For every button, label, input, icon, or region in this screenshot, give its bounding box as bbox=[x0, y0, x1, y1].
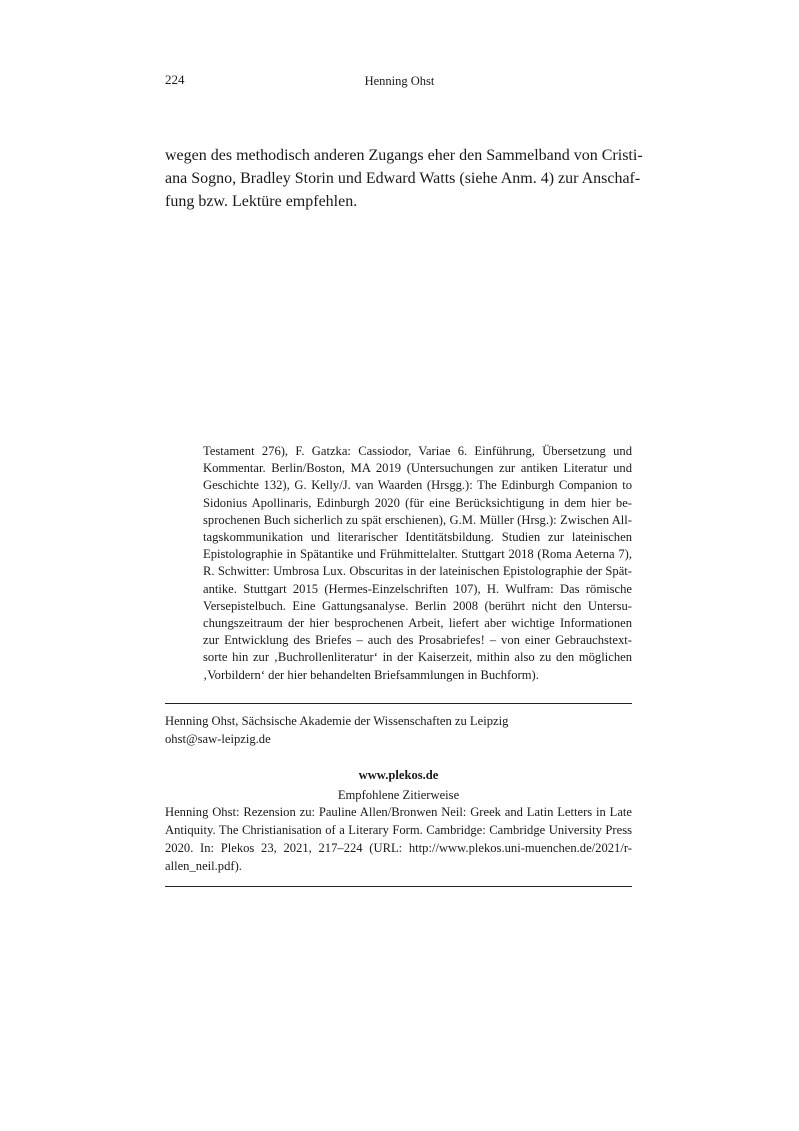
website-link[interactable]: www.plekos.de bbox=[358, 768, 439, 782]
text-line: sorte hin zur ‚Buchrollenliteratur‘ in der Kaiserzeit, mithin also zu den möglichen bbox=[203, 650, 632, 665]
author-email[interactable]: ohst@saw-leipzig.de bbox=[165, 732, 271, 746]
citation-heading: Empfohlene Zitierweise bbox=[337, 788, 460, 802]
text-line: antike. Stuttgart 2015 (Hermes-Einzelschriften 107), H. Wulfram: Das römische bbox=[203, 581, 632, 596]
text-line: ‚Vorbildern‘ der hier behandelten Briefsammlungen in Buchform). bbox=[203, 667, 539, 682]
text-line: Versepistelbuch. Eine Gattungsanalyse. Berlin 2008 (berührt nicht den Untersu- bbox=[203, 598, 632, 613]
text-line: wegen des methodisch anderen Zugangs eher den Sammelband von Cristi- bbox=[165, 147, 643, 164]
page-number: 224 bbox=[165, 72, 185, 87]
text-line: zur Entwicklung des Briefes – auch des Prosabriefes! – von einer Gebrauchstext- bbox=[203, 633, 632, 648]
text-line: chungszeitraum der hier besprochenen Arbeit, liefert aber wichtige Informationen bbox=[203, 616, 632, 630]
running-head: Henning Ohst bbox=[364, 74, 435, 88]
divider bbox=[165, 886, 632, 887]
text-line: Testament 276), F. Gatzka: Cassiodor, Variae 6. Einführung, Übersetzung und bbox=[203, 444, 632, 458]
text-line: tagskommunikation und literarischer Identitätsbildung. Studien zur lateinischen bbox=[203, 530, 632, 544]
text-line: Sidonius Apollinaris, Edinburgh 2020 (für eine Berücksichtigung in dem hier be- bbox=[203, 495, 632, 510]
text-line: Henning Ohst: Rezension zu: Pauline Allen/Bronwen Neil: Greek and Latin Letters in Late bbox=[165, 805, 632, 819]
text-line: Antiquity. The Christianisation of a Literary Form. Cambridge: Cambridge University Press bbox=[165, 823, 632, 837]
author-affiliation: Henning Ohst, Sächsische Akademie der Wissenschaften zu Leipzig bbox=[165, 714, 509, 728]
text-line: R. Schwitter: Umbrosa Lux. Obscuritas in der lateinischen Epistolographie der Spät- bbox=[203, 564, 632, 579]
text-line: ana Sogno, Bradley Storin und Edward Watts (siehe Anm. 4) zur Anschaf- bbox=[165, 170, 641, 187]
text-line: 2020. In: Plekos 23, 2021, 217–224 (URL: http://www.plekos.uni-muenchen.de/2021/r- bbox=[165, 841, 632, 855]
text-line: sprochenen Buch sicherlich zu spät erschienen), G.M. Müller (Hrsg.): Zwischen All- bbox=[203, 512, 632, 527]
text-line: fung bzw. Lektüre empfehlen. bbox=[165, 193, 358, 210]
divider bbox=[165, 703, 632, 704]
text-line: Geschichte 132), G. Kelly/J. van Waarden (Hrsgg.): The Edinburgh Companion to bbox=[203, 478, 632, 493]
text-line: Kommentar. Berlin/Boston, MA 2019 (Untersuchungen zur antiken Literatur und bbox=[203, 461, 632, 476]
text-line: allen_neil.pdf). bbox=[165, 859, 242, 873]
text-line: Epistolographie in Spätantike und Frühmittelalter. Stuttgart 2018 (Roma Aeterna 7), bbox=[203, 547, 632, 562]
